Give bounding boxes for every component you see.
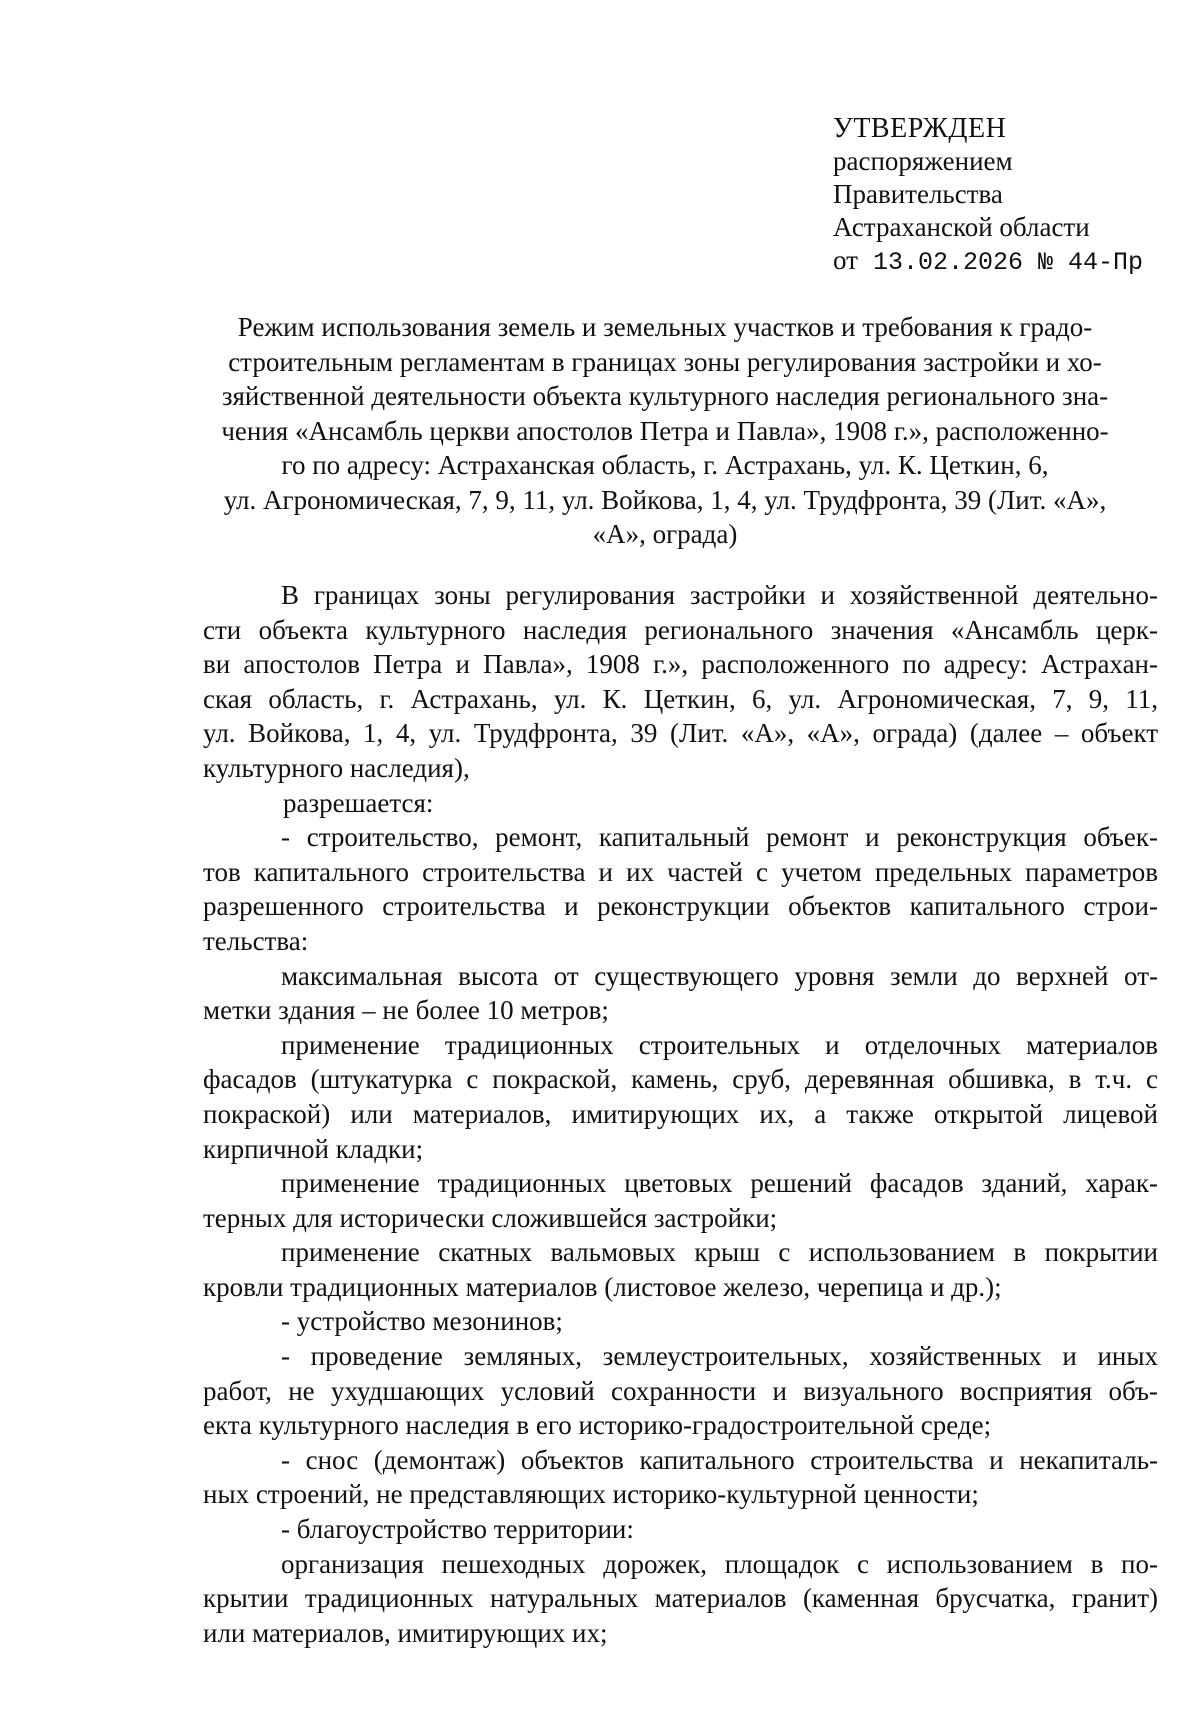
body-line: ул. Войкова, 1, 4, ул. Трудфронта, 39 (Лит. «А», «А», ограда) (далее – объект bbox=[203, 718, 1158, 749]
approval-date-prefix: от bbox=[833, 245, 858, 275]
body-line: терных для исторически сложившейся застройки; bbox=[203, 1202, 778, 1233]
title-line: го по адресу: Астраханская область, г. Астрахань, ул. К. Цеткин, 6, bbox=[281, 450, 1049, 480]
document-body bbox=[203, 578, 1158, 1650]
body-line: - благоустройство территории: bbox=[281, 1514, 634, 1545]
body-line: применение скатных вальмовых крыш с использованием в покрытии bbox=[281, 1237, 1158, 1268]
body-line: крытии традиционных натуральных материалов (каменная брусчатка, гранит) bbox=[203, 1583, 1158, 1614]
body-line: разрешенного строительства и реконструкции объектов капитального строи- bbox=[203, 891, 1158, 922]
body-line: - проведение земляных, землеустроительных, хозяйственных и иных bbox=[281, 1341, 1158, 1372]
body-line: ных строений, не представляющих историко-культурной ценности; bbox=[203, 1479, 979, 1510]
title-line: строительным регламентам в границах зоны регулирования застройки и хо- bbox=[228, 346, 1102, 377]
body-line: метки здания – не более 10 метров; bbox=[203, 995, 609, 1026]
document-title bbox=[200, 310, 1130, 552]
title-line: Режим использования земель и земельных участков и требования к градо- bbox=[237, 312, 1093, 342]
body-line: тельства: bbox=[203, 925, 309, 956]
body-line: - снос (демонтаж) объектов капитального строительства и некапиталь- bbox=[281, 1444, 1158, 1475]
body-line: В границах зоны регулирования застройки и хозяйственной деятельно- bbox=[281, 580, 1158, 610]
approval-line: Астраханской области bbox=[833, 212, 1090, 242]
body-line: сти объекта культурного наследия регионального значения «Ансамбль церк- bbox=[203, 614, 1158, 645]
title-line: ул. Агрономическая, 7, 9, 11, ул. Войкова, 1, 4, ул. Трудфронта, 39 (Лит. «А», bbox=[223, 484, 1107, 515]
approval-date-value: 13.02.2026 № 44-Пр bbox=[872, 248, 1144, 277]
body-line: тов капитального строительства и их частей с учетом предельных параметров bbox=[203, 856, 1158, 887]
body-line: фасадов (штукатурка с покраской, камень, сруб, деревянная обшивка, в т.ч. с bbox=[203, 1064, 1158, 1095]
body-line: или материалов, имитирующих их; bbox=[203, 1617, 608, 1648]
title-line: зяйственной деятельности объекта культурного наследия регионального зна- bbox=[221, 381, 1109, 411]
title-line: чения «Ансамбль церкви апостолов Петра и Павла», 1908 г.», расположенно- bbox=[221, 415, 1109, 446]
approval-line: распоряжением bbox=[833, 146, 1013, 176]
body-line: культурного наследия), bbox=[203, 752, 470, 783]
body-line: кирпичной кладки; bbox=[203, 1133, 424, 1164]
approval-title: УТВЕРЖДЕН bbox=[833, 113, 1007, 144]
body-line: применение традиционных строительных и отделочных материалов bbox=[281, 1029, 1158, 1060]
body-line: ви апостолов Петра и Павла», 1908 г.», расположенного по адресу: Астрахан- bbox=[203, 649, 1158, 680]
approval-date-line bbox=[833, 244, 1173, 279]
body-line: ская область, г. Астрахань, ул. К. Цеткин, 6, ул. Агрономическая, 7, 9, 11, bbox=[203, 683, 1158, 714]
body-line: применение традиционных цветовых решений фасадов зданий, харак- bbox=[281, 1168, 1158, 1199]
body-line: - устройство мезонинов; bbox=[281, 1306, 563, 1337]
body-line: максимальная высота от существующего уровня земли до верхней от- bbox=[281, 960, 1158, 991]
body-line: покраской) или материалов, имитирующих их, а также открытой лицевой bbox=[203, 1098, 1158, 1129]
body-line: екта культурного наследия в его историко-градостроительной среде; bbox=[203, 1410, 992, 1441]
title-line: «А», ограда) bbox=[592, 519, 738, 549]
body-line: - строительство, ремонт, капитальный ремонт и реконструкция объек- bbox=[281, 822, 1158, 853]
approval-line: Правительства bbox=[833, 179, 1003, 209]
body-line: организация пешеходных дорожек, площадок с использованием в по- bbox=[281, 1548, 1158, 1579]
body-line: работ, не ухудшающих условий сохранности и визуального восприятия объ- bbox=[203, 1375, 1158, 1406]
approval-block bbox=[833, 112, 1173, 279]
body-line: кровли традиционных материалов (листовое железо, черепица и др.); bbox=[203, 1271, 1002, 1302]
body-line: разрешается: bbox=[283, 787, 434, 818]
